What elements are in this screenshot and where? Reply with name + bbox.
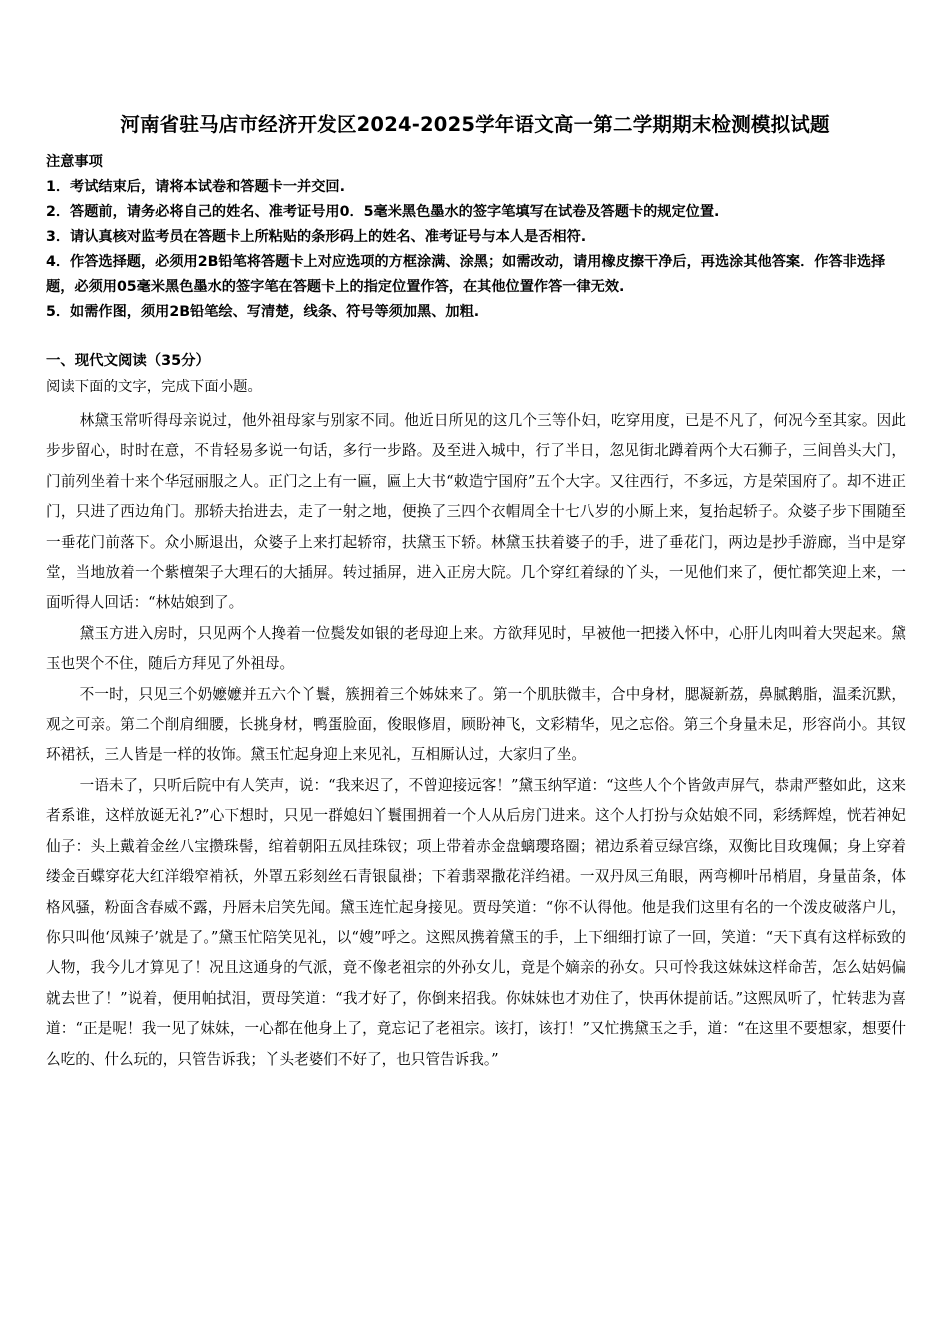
- notice-section: [46, 150, 906, 325]
- notice-item-4: 4．作答选择题，必须用2B铅笔将答题卡上对应选项的方框涂满、涂黑；如需改动，请用橡皮擦干净后，再选涂其他答案．作答非选择题，必须用05毫米黑色墨水的签字笔在答题卡上的指定位置作答，在其他位置作答一律无效.: [46, 254, 886, 295]
- passage-paragraph-4: 一语未了，只听后院中有人笑声，说：“我来迟了，不曾迎接远客！”黛玉纳罕道：“这些人个个皆敛声屏气，恭肃严整如此，这来者系谁，这样放诞无礼?”心下想时，只见一群媳妇丫鬟围拥着一个人从后房门进来。这个人打扮与众姑娘不同，彩绣辉煌，恍若神妃仙子：头上戴着金丝八宝攒珠髻，绾着朝阳五凤挂珠钗；项上带着赤金盘螭璎珞圈；裙边系着豆绿宫绦，双衡比目玫瑰佩；身上穿着缕金百蝶穿花大红洋缎窄褃袄，外罩五彩刻丝石青银鼠褂；下着翡翠撒花洋绉裙。一双丹凤三角眼，两弯柳叶吊梢眉，身量苗条，体格风骚，粉面含春威不露，丹唇未启笑先闻。黛玉连忙起身接见。贾母笑道：“你不认得他。他是我们这里有名的一个泼皮破落户儿，你只叫他‘凤辣子’就是了。”黛玉忙陪笑见礼，以“嫂”呼之。这熙凤携着黛玉的手，上下细细打谅了一回，笑道：“天下真有这样标致的人物，我今儿才算见了！况且这通身的气派，竟不像老祖宗的外孙女儿，竟是个嫡亲的孙女。只可怜我这妹妹这样命苦，怎么姑妈偏就去世了！”说着，便用帕拭泪，贾母笑道：“我才好了，你倒来招我。你妹妹也才劝住了，快再休提前话。”这熙凤听了，忙转悲为喜道：“正是呢！我一见了妹妹，一心都在他身上了，竟忘记了老祖宗。该打，该打！”又忙携黛玉之手，道：“在这里不要想家，想要什么吃的、什么玩的，只管告诉我；丫头老婆们不好了，也只管告诉我。”: [46, 776, 906, 1068]
- page-title: 河南省驻马店市经济开发区2024-2025学年语文高一第二学期期末检测模拟试题: [120, 113, 830, 136]
- passage-paragraph-3: 不一时，只见三个奶嬷嬷并五六个丫鬟，簇拥着三个姊妹来了。第一个肌肤微丰，合中身材，腮凝新荔，鼻腻鹅脂，温柔沉默，观之可亲。第二个削肩细腰，长挑身材，鸭蛋脸面，俊眼修眉，顾盼神飞，文彩精华，见之忘俗。第三个身量未足，形容尚小。其钗环裙袄，三人皆是一样的妆饰。黛玉忙起身迎上来见礼，互相厮认过，大家归了坐。: [46, 685, 906, 764]
- notice-item-5: 5．如需作图，须用2B铅笔绘、写清楚，线条、符号等须加黑、加粗.: [46, 304, 480, 320]
- reading-section-header: [46, 348, 906, 400]
- section-title: 一、现代文阅读（35分）: [46, 353, 210, 369]
- notice-item-1: 1．考试结束后，请将本试卷和答题卡一并交回.: [46, 179, 346, 195]
- reading-passage: [46, 406, 906, 1075]
- passage-paragraph-1: 林黛玉常听得母亲说过，他外祖母家与别家不同。他近日所见的这几个三等仆妇，吃穿用度，已是不凡了，何况今至其家。因此步步留心，时时在意，不肯轻易多说一句话，多行一步路。及至进入城中，行了半日，忽见街北蹲着两个大石狮子，三间兽头大门，门前列坐着十来个华冠丽服之人。正门之上有一匾，匾上大书“敕造宁国府”五个大字。又往西行，不多远，方是荣国府了。却不进正门，只进了西边角门。那轿夫抬进去，走了一射之地，便换了三四个衣帽周全十七八岁的小厮上来，复抬起轿子。众婆子步下围随至一垂花门前落下。众小厮退出，众婆子上来打起轿帘，扶黛玉下轿。林黛玉扶着婆子的手，进了垂花门，两边是抄手游廊，当中是穿堂，当地放着一个紫檀架子大理石的大插屏。转过插屏，进入正房大院。几个穿红着绿的丫头，一见他们来了，便忙都笑迎上来，一面听得人回话：“林姑娘到了。: [46, 412, 906, 612]
- notice-heading: 注意事项: [46, 154, 103, 170]
- notice-item-3: 3．请认真核对监考员在答题卡上所粘贴的条形码上的姓名、准考证号与本人是否相符.: [46, 229, 587, 245]
- passage-paragraph-2: 黛玉方进入房时，只见两个人搀着一位鬓发如银的老母迎上来。方欲拜见时，早被他一把搂入怀中，心肝儿肉叫着大哭起来。黛玉也哭个不住，随后方拜见了外祖母。: [46, 624, 906, 673]
- notice-item-2: 2．答题前，请务必将自己的姓名、准考证号用0．5毫米黑色墨水的签字笔填写在试卷及答题卡的规定位置.: [46, 204, 720, 220]
- section-instruction: 阅读下面的文字，完成下面小题。: [46, 379, 262, 395]
